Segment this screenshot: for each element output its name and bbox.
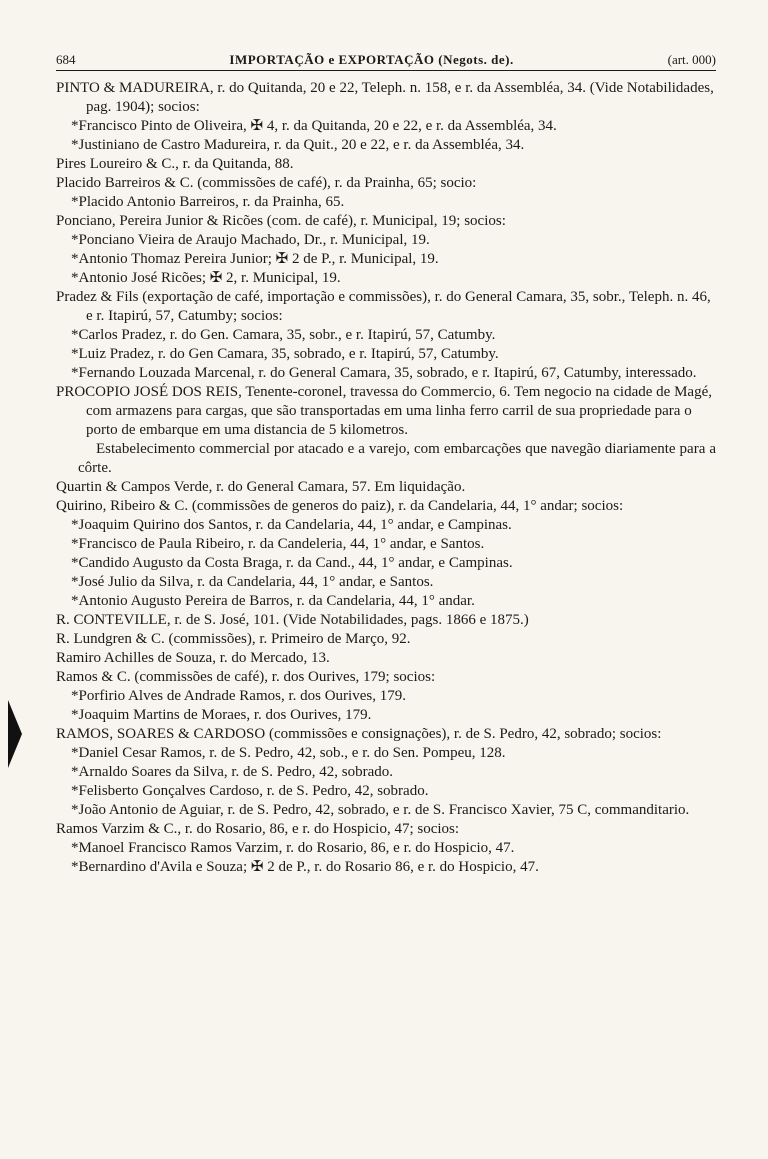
directory-entry: Ramos & C. (commissões de café), r. dos Ourives, 179; socios: — [56, 669, 436, 685]
directory-entry: Pires Loureiro & C., r. da Quitanda, 88. — [56, 156, 294, 172]
partner-line: *Carlos Pradez, r. do Gen. Camara, 35, sobr., e r. Itapirú, 57, Catumby. — [71, 327, 496, 343]
section-marker: (art. 000) — [667, 52, 716, 67]
page-header — [56, 52, 716, 71]
directory-entry: PROCOPIO JOSÉ DOS REIS, Tenente-coronel, travessa do Commercio, 6. Tem negocio na cidade de Magé, com armazens para cargas, que são transportadas em uma linha ferro carril de sua propriedade para o porto de embarque em uma distancia de 5 kilometros. — [56, 384, 712, 438]
page-title: IMPORTAÇÃO e EXPORTAÇÃO (Negots. de). — [229, 52, 514, 67]
directory-entry: PINTO & MADUREIRA, r. do Quitanda, 20 e 22, Teleph. n. 158, e r. da Assembléa, 34. (Vide Notabilidades, pag. 1904); socios: — [56, 80, 714, 115]
page-number: 684 — [56, 52, 76, 67]
directory-entry: Pradez & Fils (exportação de café, importação e commissões), r. do General Camara, 35, sobr., Teleph. n. 46, e r. Itapirú, 57, Catumby; socios: — [56, 289, 711, 324]
partner-line: *Daniel Cesar Ramos, r. de S. Pedro, 42, sob., e r. do Sen. Pompeu, 128. — [71, 745, 506, 761]
directory-entry: R. CONTEVILLE, r. de S. José, 101. (Vide Notabilidades, pags. 1866 e 1875.) — [56, 612, 529, 628]
partner-line: *José Julio da Silva, r. da Candelaria, 44, 1° andar, e Santos. — [71, 574, 434, 590]
partner-line: *Antonio José Ricões; ✠ 2, r. Municipal, 19. — [71, 270, 341, 286]
partner-line: *João Antonio de Aguiar, r. de S. Pedro, 42, sobrado, e r. de S. Francisco Xavier, 75 C, commanditario. — [71, 802, 690, 818]
partner-line: *Antonio Augusto Pereira de Barros, r. da Candelaria, 44, 1° andar. — [71, 593, 475, 609]
directory-entry: Placido Barreiros & C. (commissões de café), r. da Prainha, 65; socio: — [56, 175, 477, 191]
partner-line: *Felisberto Gonçalves Cardoso, r. de S. Pedro, 42, sobrado. — [71, 783, 429, 799]
partner-line: *Francisco de Paula Ribeiro, r. da Candeleria, 44, 1° andar, e Santos. — [71, 536, 485, 552]
page-edge-marker — [8, 700, 22, 768]
entry-list — [56, 79, 716, 877]
partner-line: *Antonio Thomaz Pereira Junior; ✠ 2 de P., r. Municipal, 19. — [71, 251, 439, 267]
directory-page — [56, 52, 716, 877]
partner-line: *Placido Antonio Barreiros, r. da Prainha, 65. — [71, 194, 345, 210]
partner-line: *Justiniano de Castro Madureira, r. da Quit., 20 e 22, e r. da Assembléa, 34. — [71, 137, 525, 153]
partner-line: *Arnaldo Soares da Silva, r. de S. Pedro, 42, sobrado. — [71, 764, 394, 780]
directory-entry: Quartin & Campos Verde, r. do General Camara, 57. Em liquidação. — [56, 479, 466, 495]
directory-entry: Ponciano, Pereira Junior & Ricões (com. de café), r. Municipal, 19; socios: — [56, 213, 506, 229]
paragraph: Estabelecimento commercial por atacado e a varejo, com embarcações que navegão diariamente para a côrte. — [78, 441, 716, 476]
partner-line: *Porfirio Alves de Andrade Ramos, r. dos Ourives, 179. — [71, 688, 406, 704]
directory-entry: R. Lundgren & C. (commissões), r. Primeiro de Março, 92. — [56, 631, 411, 647]
partner-line: *Joaquim Quirino dos Santos, r. da Candelaria, 44, 1° andar, e Campinas. — [71, 517, 512, 533]
partner-line: *Francisco Pinto de Oliveira, ✠ 4, r. da Quitanda, 20 e 22, e r. da Assembléa, 34. — [71, 118, 557, 134]
partner-line: *Manoel Francisco Ramos Varzim, r. do Rosario, 86, e r. do Hospicio, 47. — [71, 840, 515, 856]
partner-line: *Ponciano Vieira de Araujo Machado, Dr., r. Municipal, 19. — [71, 232, 430, 248]
directory-entry: RAMOS, SOARES & CARDOSO (commissões e consignações), r. de S. Pedro, 42, sobrado; socios: — [56, 726, 662, 742]
partner-line: *Candido Augusto da Costa Braga, r. da Cand., 44, 1° andar, e Campinas. — [71, 555, 513, 571]
directory-entry: Ramiro Achilles de Souza, r. do Mercado, 13. — [56, 650, 330, 666]
directory-entry: Ramos Varzim & C., r. do Rosario, 86, e r. do Hospicio, 47; socios: — [56, 821, 460, 837]
partner-line: *Joaquim Martins de Moraes, r. dos Ourives, 179. — [71, 707, 372, 723]
partner-line: *Fernando Louzada Marcenal, r. do General Camara, 35, sobrado, e r. Itapirú, 67, Catumby, interessado. — [71, 365, 697, 381]
partner-line: *Bernardino d'Avila e Souza; ✠ 2 de P., r. do Rosario 86, e r. do Hospicio, 47. — [71, 859, 539, 875]
directory-entry: Quirino, Ribeiro & C. (commissões de generos do paiz), r. da Candelaria, 44, 1° andar; socios: — [56, 498, 624, 514]
partner-line: *Luiz Pradez, r. do Gen Camara, 35, sobrado, e r. Itapirú, 57, Catumby. — [71, 346, 499, 362]
